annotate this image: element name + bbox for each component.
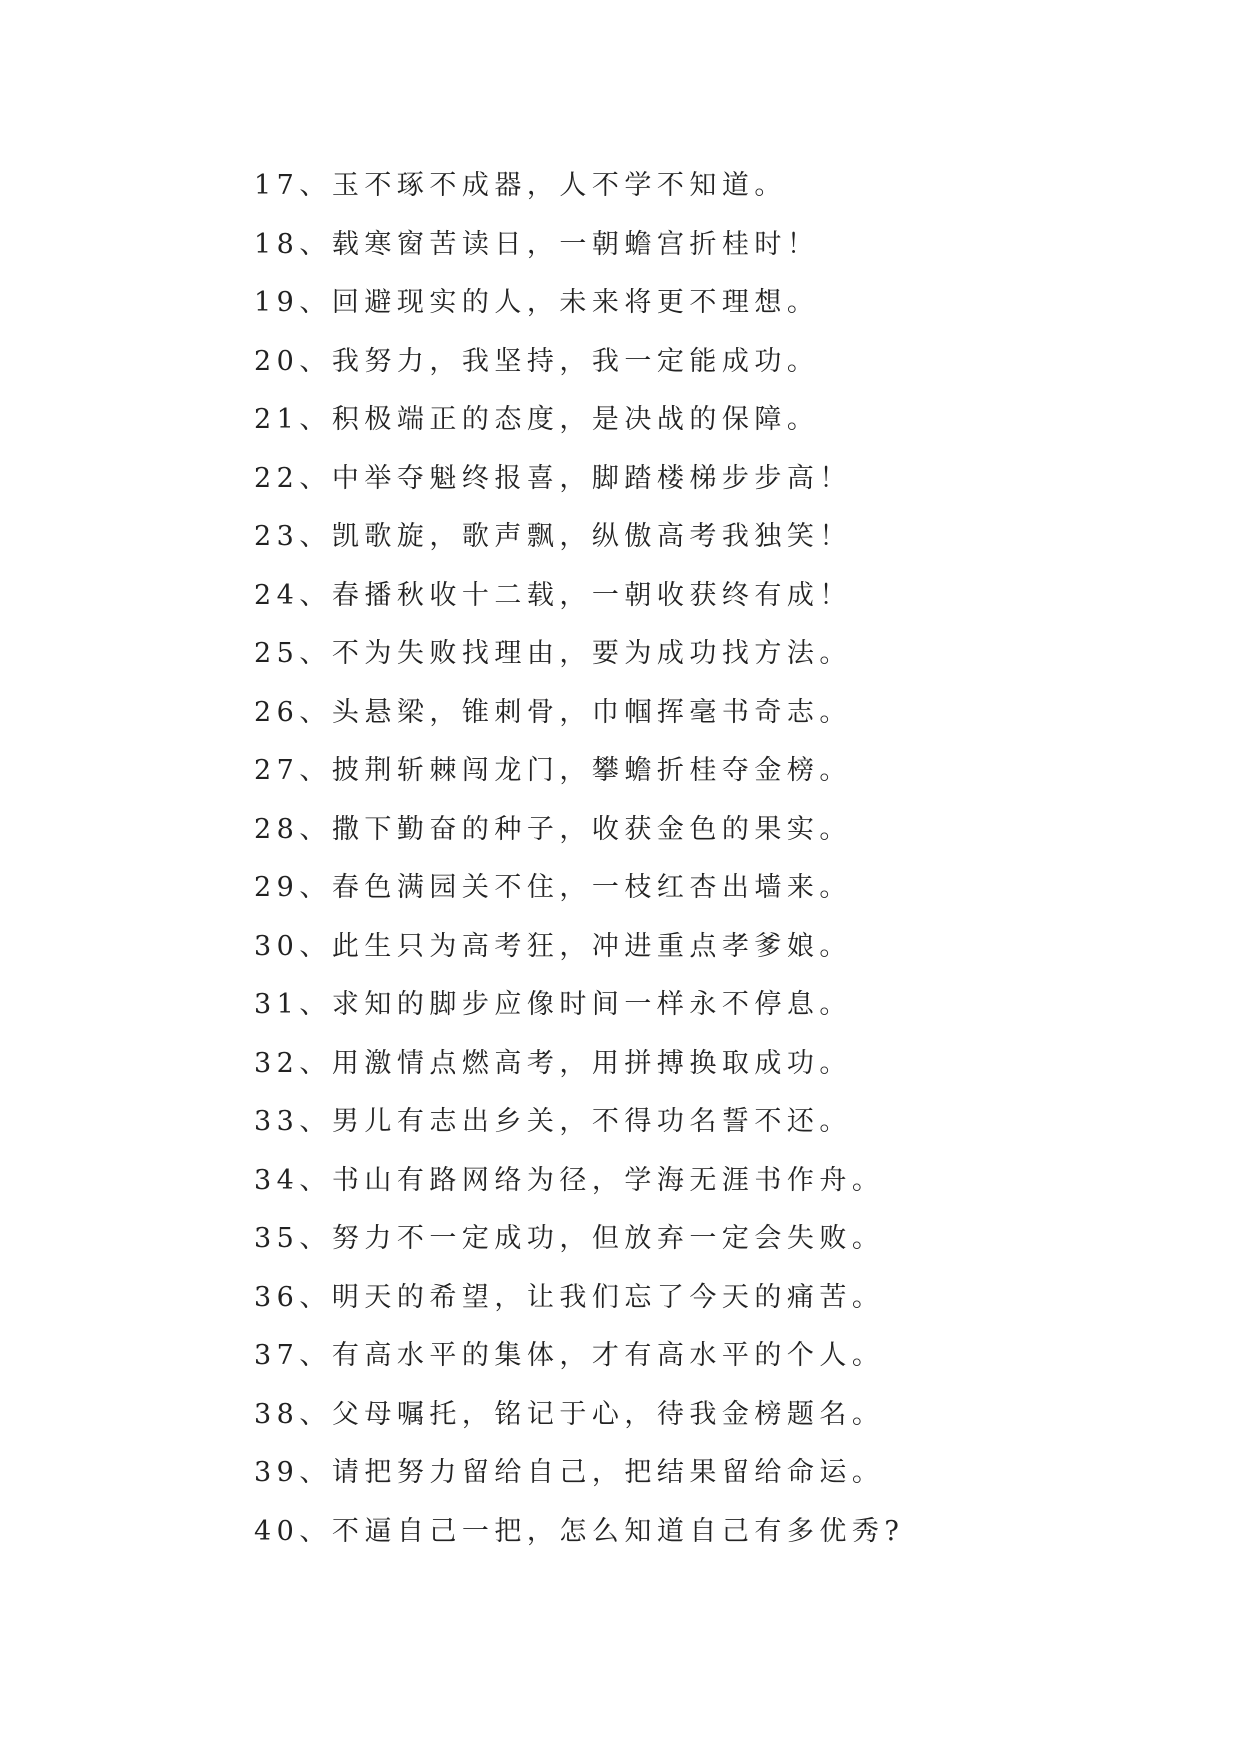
motto-line: 34、书山有路网络为径，学海无涯书作舟。 — [254, 1164, 885, 1196]
motto-line: 25、不为失败找理由，要为成功找方法。 — [254, 638, 852, 669]
motto-line: 36、明天的希望，让我们忘了今天的痛苦。 — [254, 1281, 885, 1313]
motto-line: 26、头悬梁，锥刺骨，巾帼挥毫书奇志。 — [254, 696, 852, 728]
motto-line: 28、撒下勤奋的种子，收获金色的果实。 — [254, 813, 852, 845]
motto-line: 19、回避现实的人，未来将更不理想。 — [254, 287, 820, 318]
motto-line: 31、求知的脚步应像时间一样永不停息。 — [254, 989, 852, 1020]
motto-line: 32、用激情点燃高考，用拼搏换取成功。 — [254, 1047, 852, 1079]
motto-line: 17、玉不琢不成器，人不学不知道。 — [254, 170, 787, 201]
motto-line: 38、父母嘱托，铭记于心，待我金榜题名。 — [254, 1398, 885, 1430]
motto-line: 29、春色满园关不住，一枝红杏出墙来。 — [254, 872, 852, 903]
motto-line: 20、我努力，我坚持，我一定能成功。 — [254, 345, 820, 377]
motto-line: 40、不逼自己一把，怎么知道自己有多优秀? — [254, 1515, 905, 1547]
motto-line: 35、努力不一定成功，但放弃一定会失败。 — [254, 1223, 885, 1254]
motto-line: 39、请把努力留给自己，把结果留给命运。 — [254, 1457, 885, 1488]
motto-line: 24、春播秋收十二载，一朝收获终有成！ — [254, 579, 852, 611]
motto-line: 21、积极端正的态度，是决战的保障。 — [254, 404, 820, 435]
motto-line: 33、男儿有志出乡关，不得功名誓不还。 — [254, 1106, 852, 1137]
motto-line: 27、披荆斩棘闯龙门，攀蟾折桂夺金榜。 — [254, 755, 852, 786]
motto-line: 23、凯歌旋，歌声飘，纵傲高考我独笑！ — [254, 521, 852, 552]
motto-line: 30、此生只为高考狂，冲进重点孝爹娘。 — [254, 930, 852, 962]
motto-line: 37、有高水平的集体，才有高水平的个人。 — [254, 1340, 885, 1371]
motto-line: 22、中举夺魁终报喜，脚踏楼梯步步高！ — [254, 462, 852, 494]
motto-list — [254, 157, 904, 1561]
motto-line: 18、载寒窗苦读日，一朝蟾宫折桂时！ — [254, 228, 820, 260]
